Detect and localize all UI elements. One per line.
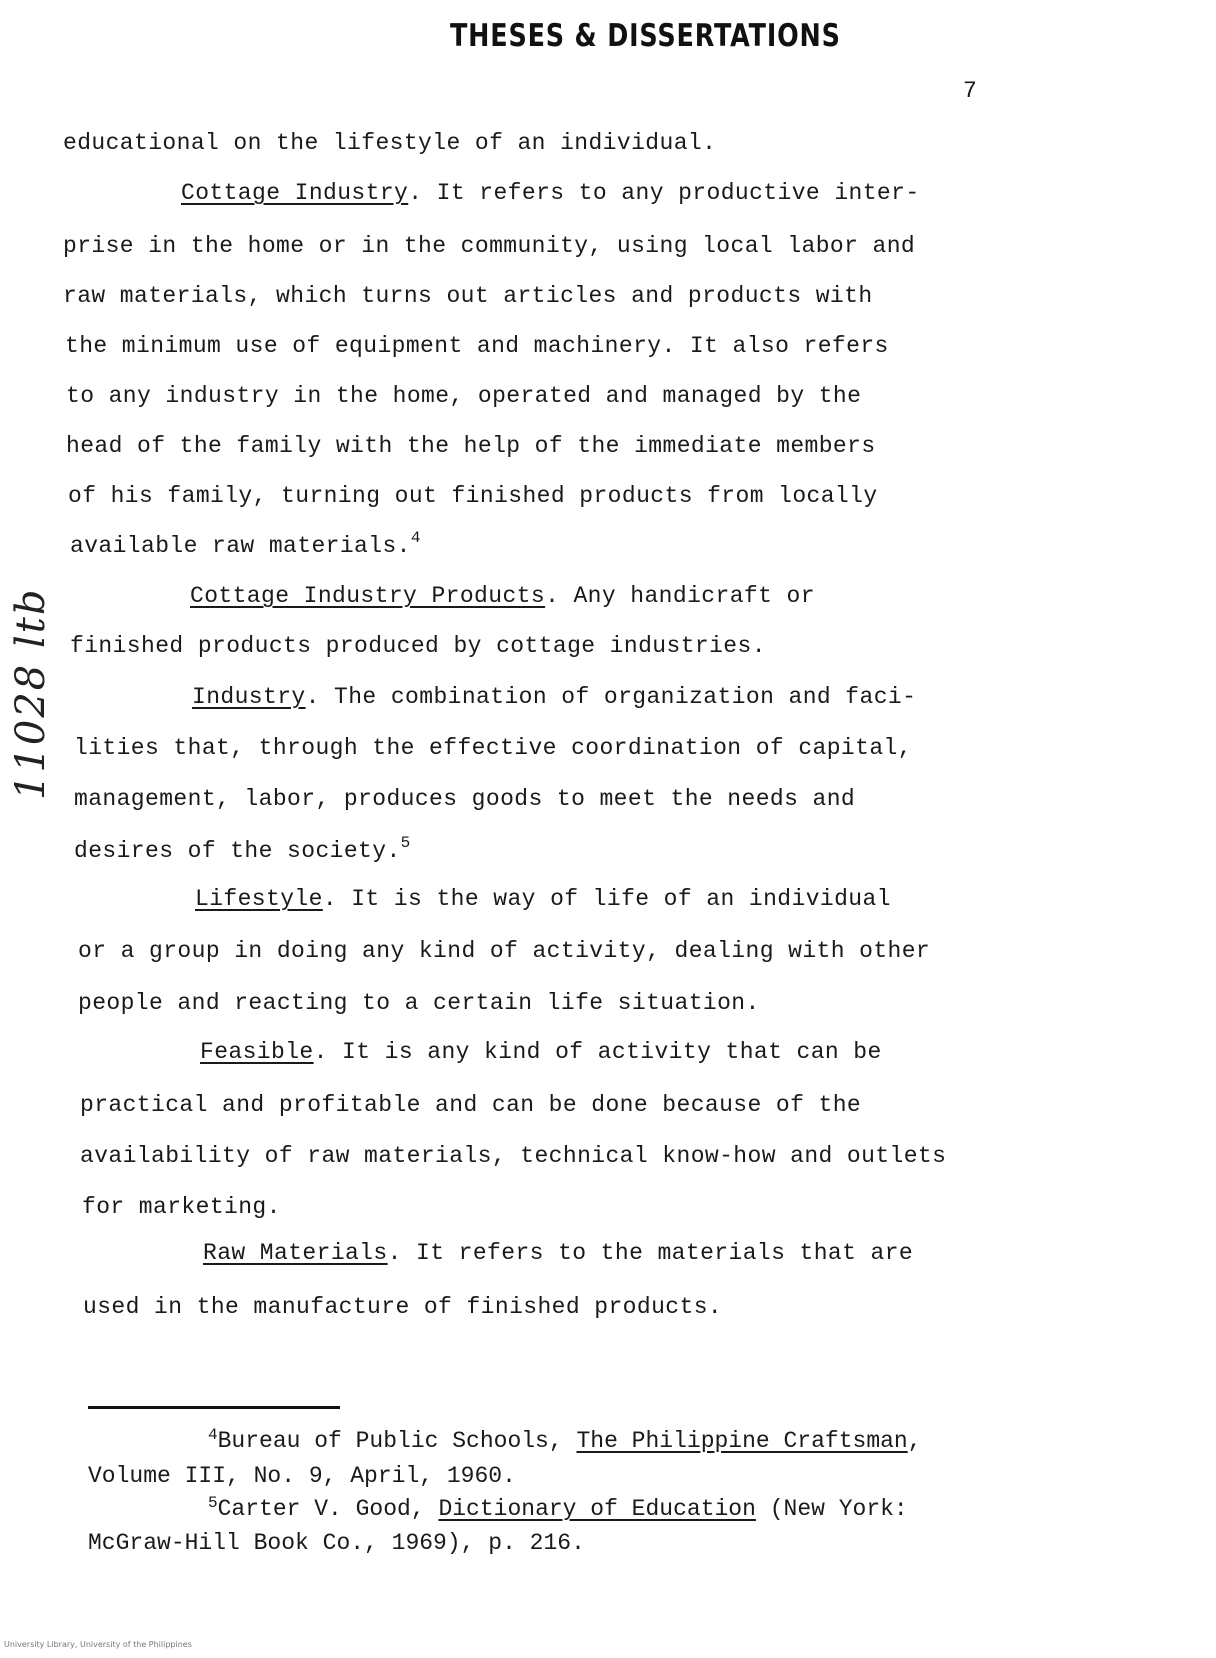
- body-line: used in the manufacture of finished products.: [83, 1294, 723, 1320]
- body-line: for marketing.: [82, 1194, 281, 1220]
- body-line: educational on the lifestyle of an individual.: [63, 130, 717, 156]
- body-line: practical and profitable and can be done because of the: [80, 1092, 862, 1118]
- body-line: management, labor, produces goods to meet the needs and: [74, 786, 856, 812]
- body-line: the minimum use of equipment and machinery. It also refers: [65, 333, 889, 359]
- body-line: of his family, turning out finished products from locally: [68, 483, 878, 509]
- definition-lifestyle: Lifestyle. It is the way of life of an individual: [195, 886, 891, 912]
- body-line: finished products produced by cottage industries.: [70, 633, 766, 659]
- term-raw-materials: Raw Materials: [203, 1240, 388, 1266]
- term-cottage-industry: Cottage Industry: [181, 180, 409, 206]
- body-line: availability of raw materials, technical know-how and outlets: [80, 1143, 947, 1169]
- term-lifestyle: Lifestyle: [195, 886, 323, 912]
- body-line: head of the family with the help of the immediate members: [66, 433, 876, 459]
- definition-feasible: Feasible. It is any kind of activity that can be: [200, 1039, 882, 1065]
- definition-industry: Industry. The combination of organization and faci-: [192, 684, 917, 710]
- footnote-4-continued: Volume III, No. 9, April, 1960.: [88, 1463, 516, 1489]
- footnote-ref-4: 4: [410, 529, 421, 547]
- handwritten-margin-note: 11028 ltb: [8, 587, 54, 800]
- theses-dissertations-stamp: THESES & DISSERTATIONS: [450, 18, 841, 54]
- body-line: raw materials, which turns out articles and products with: [63, 283, 873, 309]
- body-line: lities that, through the effective coordination of capital,: [74, 735, 912, 761]
- term-feasible: Feasible: [200, 1039, 314, 1065]
- footnote-4-title: The Philippine Craftsman: [576, 1428, 908, 1454]
- footnote-5-title: Dictionary of Education: [438, 1496, 756, 1522]
- term-cottage-industry-products: Cottage Industry Products: [190, 583, 546, 609]
- body-line: prise in the home or in the community, using local labor and: [63, 233, 916, 259]
- body-line: people and reacting to a certain life situation.: [78, 990, 760, 1016]
- footnote-5-continued: McGraw-Hill Book Co., 1969), p. 216.: [88, 1530, 585, 1556]
- scan-footer-text: University Library, University of the Philippines: [4, 1640, 192, 1649]
- definition-cottage-industry-products: Cottage Industry Products. Any handicraft or: [190, 583, 815, 609]
- footnote-4: $^4$Bureau of Public Schools, The Philippine Craftsman,: [208, 1426, 922, 1454]
- body-line: to any industry in the home, operated and managed by the: [66, 383, 862, 409]
- definition-cottage-industry: Cottage Industry. It refers to any productive inter-: [181, 180, 920, 206]
- footnote-5: $^5$Carter V. Good, Dictionary of Education (New York:: [208, 1494, 908, 1522]
- body-line: desires of the society.$^5$: [74, 834, 411, 864]
- footnote-ref-5: 5: [400, 834, 411, 852]
- page-number: 7: [963, 78, 977, 104]
- definition-raw-materials: Raw Materials. It refers to the materials that are: [203, 1240, 914, 1266]
- footnote-separator: [88, 1406, 340, 1409]
- term-industry: Industry: [192, 684, 306, 710]
- body-line: or a group in doing any kind of activity, dealing with other: [78, 938, 931, 964]
- body-line: available raw materials.$^4$: [70, 529, 421, 559]
